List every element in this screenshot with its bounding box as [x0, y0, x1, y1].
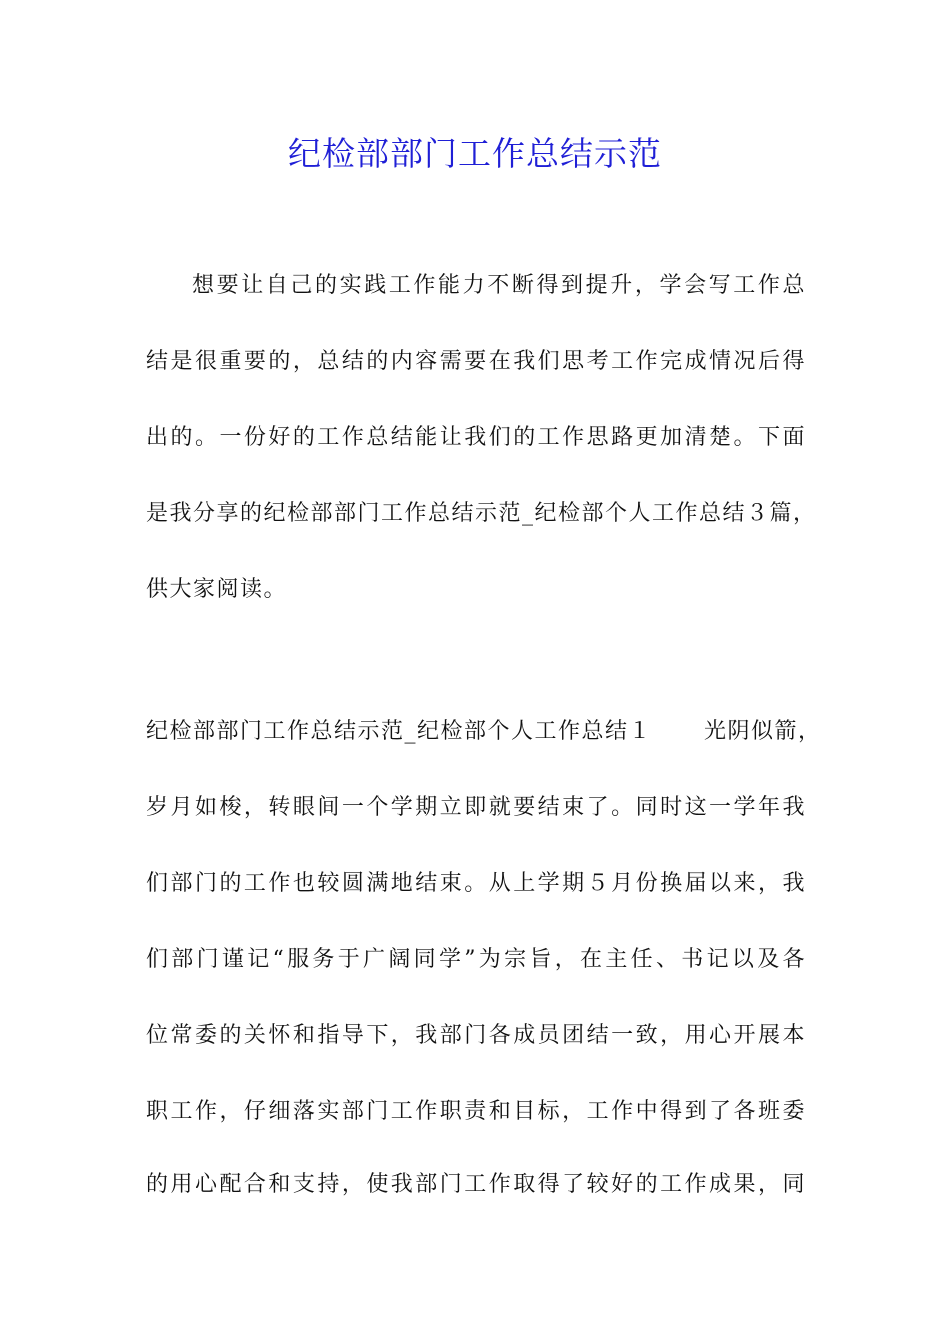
intro-line-4: 是我分享的纪检部部门工作总结示范_纪检部个人工作总结３篇，: [146, 501, 817, 526]
intro-line-5: 供大家阅读。: [146, 577, 288, 602]
section1-heading-line: [146, 712, 822, 752]
section1-line-2: 们部门的工作也较圆满地结束。从上学期５月份换届以来，我: [146, 871, 806, 896]
section1-line-4: 位常委的关怀和指导下，我部门各成员团结一致，用心开展本: [146, 1023, 806, 1048]
intro-line-2: 结是很重要的，总结的内容需要在我们思考工作完成情况后得: [146, 349, 806, 374]
section1-line-5: 职工作，仔细落实部门工作职责和目标，工作中得到了各班委: [146, 1099, 806, 1124]
intro-line-3: 出的。一份好的工作总结能让我们的工作思路更加清楚。下面: [146, 425, 806, 450]
section1-first-text: 光阴似箭，: [704, 719, 822, 744]
section1-line-1: 岁月如梭，转眼间一个学期立即就要结束了。同时这一学年我: [146, 795, 806, 820]
section1-line-6: 的用心配合和支持，使我部门工作取得了较好的工作成果，同: [146, 1172, 806, 1197]
section1-heading: 纪检部部门工作总结示范_纪检部个人工作总结１: [146, 719, 653, 744]
document-title: 纪检部部门工作总结示范: [288, 134, 662, 173]
section1-line-3: 们部门谨记“服务于广阔同学”为宗旨，在主任、书记以及各: [146, 947, 806, 972]
intro-line-1: 想要让自己的实践工作能力不断得到提升，学会写工作总: [192, 273, 806, 298]
